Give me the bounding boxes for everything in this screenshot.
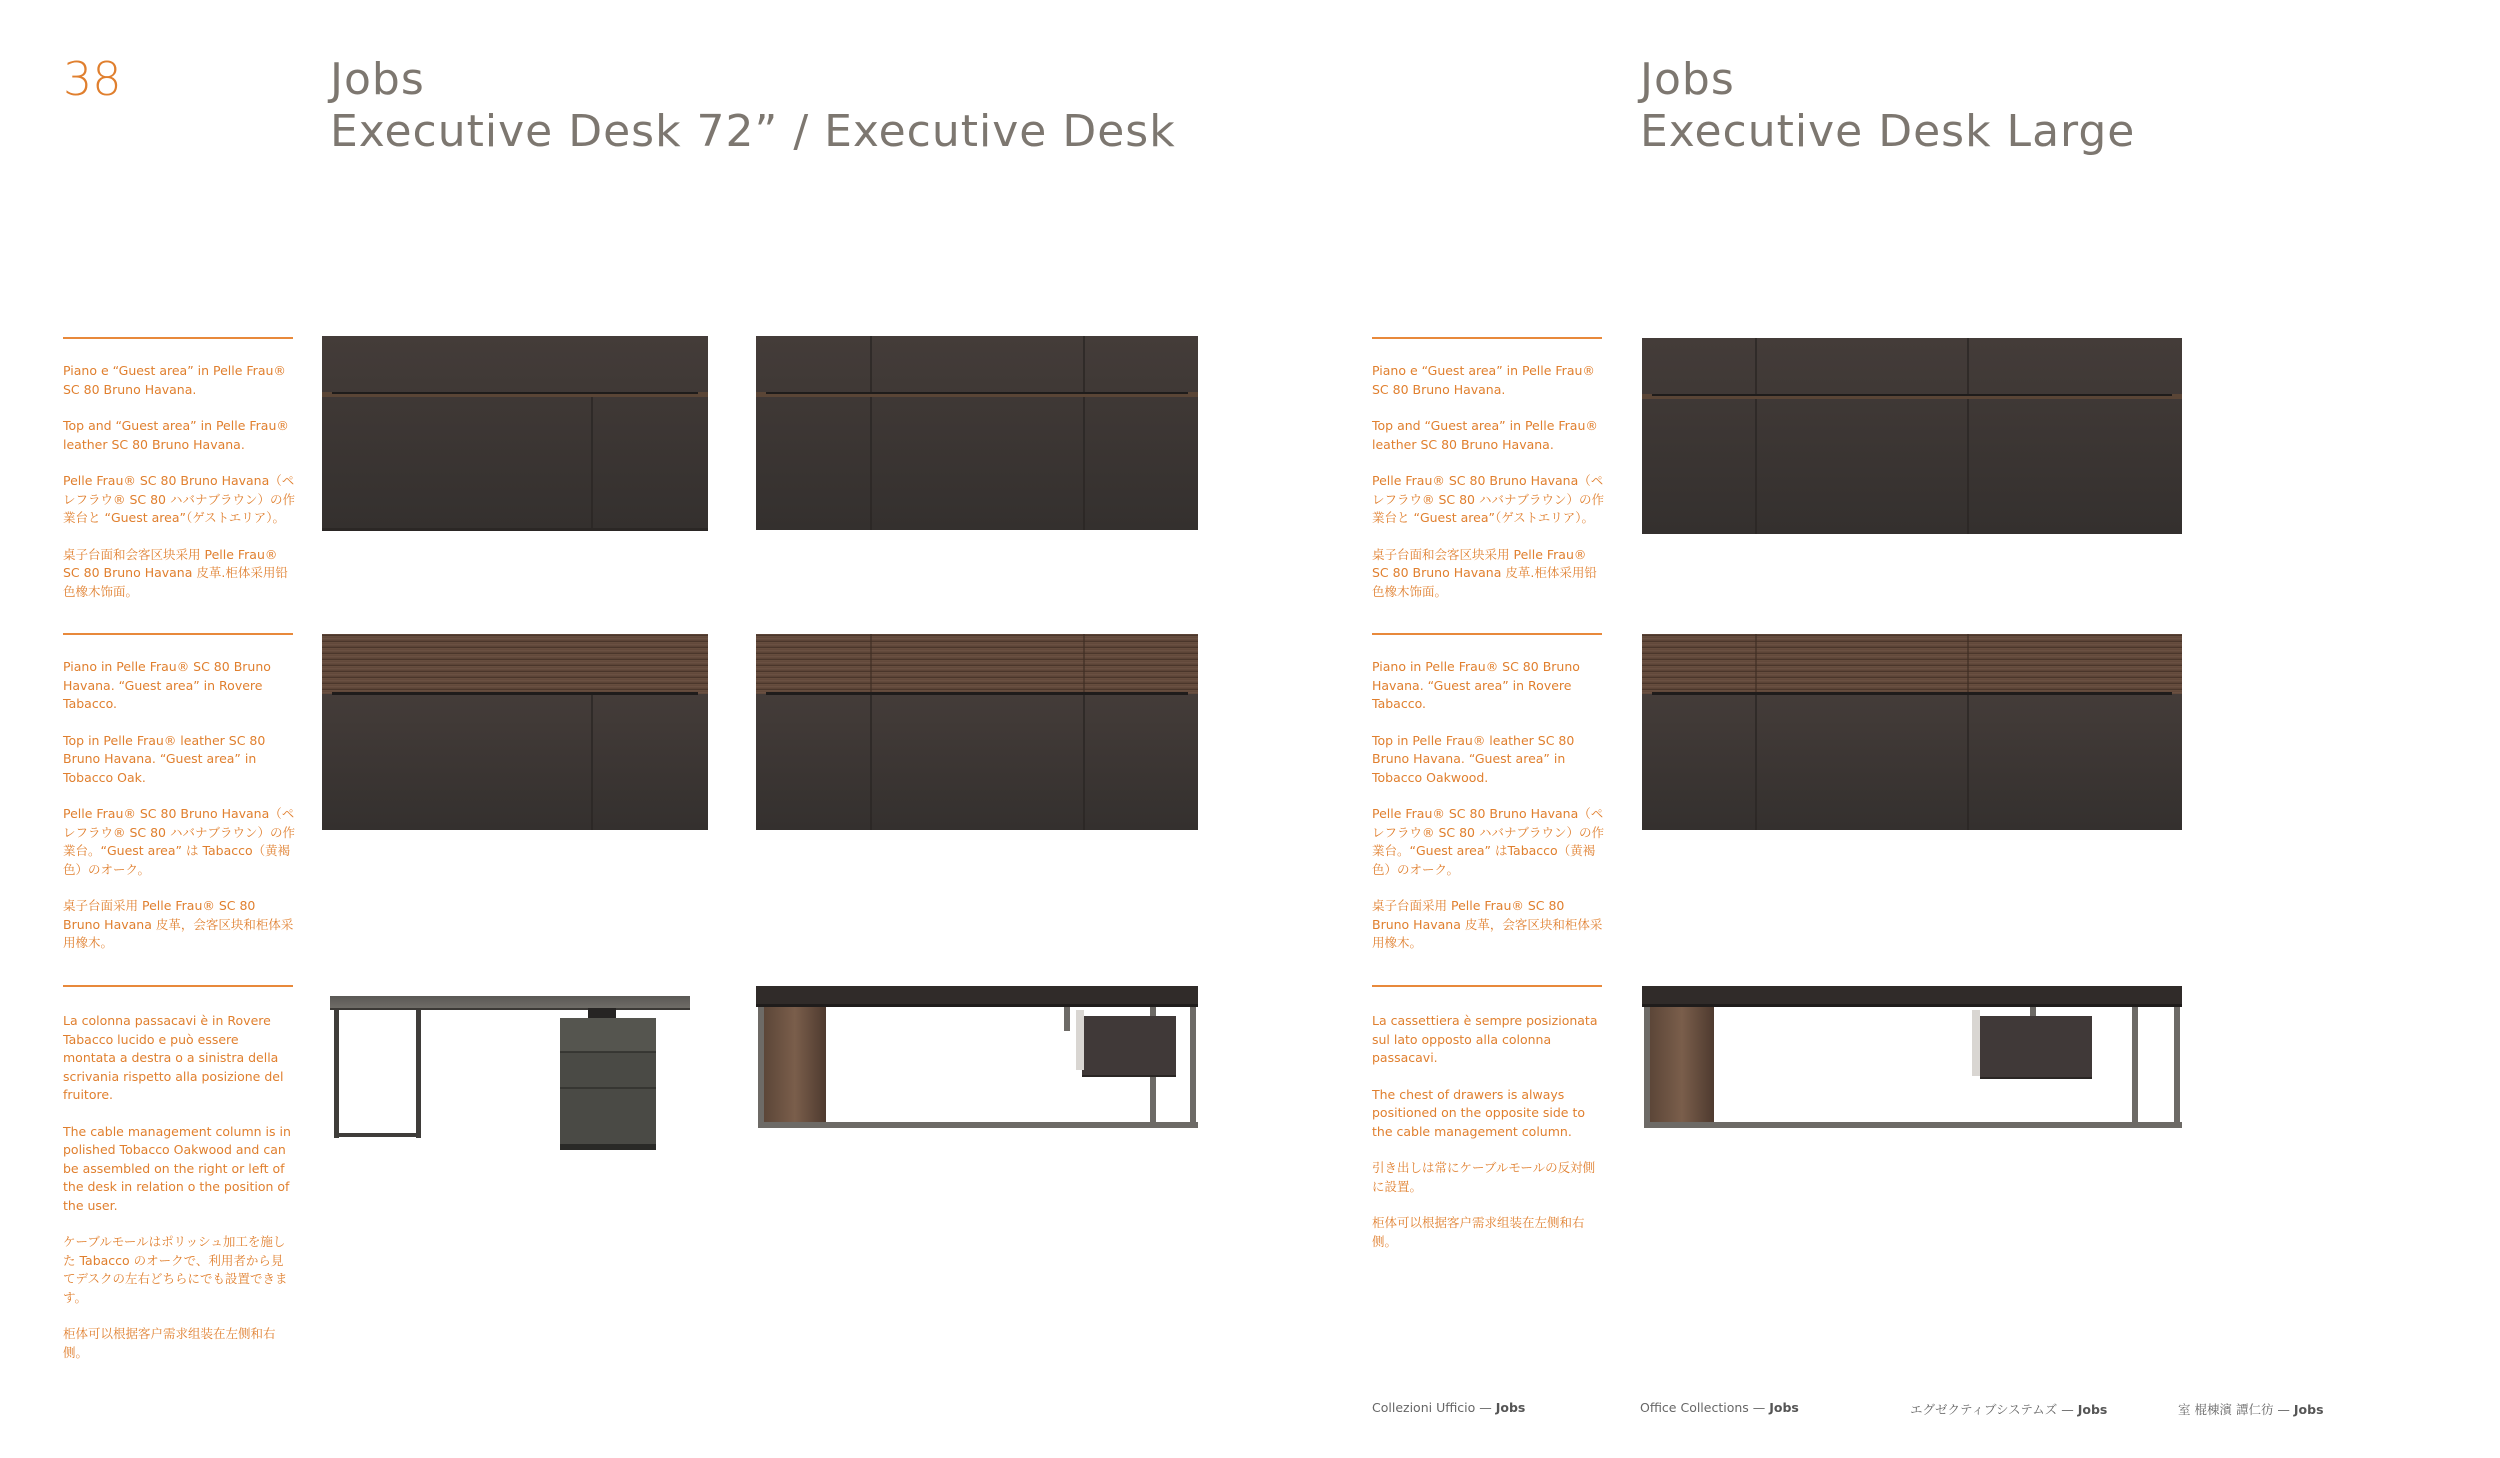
note-text: 引き出しは常にケーブルモールの反対側に設置。 — [1372, 1160, 1596, 1194]
footer-prefix: 室 棍棟濱 譚仁彷 — — [2178, 1402, 2294, 1417]
note-text: La colonna passacavi è in Rovere Tabacco lucido e può essere montata a destra o a sinistra della scrivania rispetto alla posizione del fruitore. — [63, 1013, 284, 1102]
footer-item-cn — [2178, 1400, 2324, 1418]
divider-rule — [1372, 985, 1602, 987]
note-text: 桌子台面采用 Pelle Frau® SC 80 Bruno Havana 皮革，会客区块和柜体采用橡木。 — [1372, 898, 1603, 950]
note-text: ケーブルモールはポリッシュ加工を施した Tabacco のオークで、利用者から見てデスクの左右どちらにでも設置できます。 — [63, 1234, 288, 1305]
left-note-1 — [63, 362, 295, 619]
right-note-3 — [1372, 1012, 1604, 1269]
note-text: Top in Pelle Frau® leather SC 80 Bruno Havana. “Guest area” in Tobacco Oak. — [63, 732, 266, 785]
note-text: Piano e “Guest area” in Pelle Frau® SC 80 Bruno Havana. — [63, 363, 286, 397]
desk-back-oak-72-image — [320, 632, 710, 834]
note-text: The cable management column is in polished Tobacco Oakwood and can be assembled on the right or left of the desk in relation o the position of the user. — [63, 1123, 291, 1213]
left-title-collection: Jobs — [330, 54, 425, 105]
note-text: Top and “Guest area” in Pelle Frau® leather SC 80 Bruno Havana. — [63, 418, 289, 452]
note-text: 桌子台面和会客区块采用 Pelle Frau® SC 80 Bruno Havana 皮革.柜体采用铅色橡木饰面。 — [1372, 546, 1597, 599]
divider-rule — [1372, 633, 1602, 635]
divider-rule — [1372, 337, 1602, 339]
footer-collection-name: Jobs — [2293, 1402, 2324, 1417]
footer-prefix: Collezioni Ufficio — — [1372, 1400, 1496, 1415]
note-text: The chest of drawers is always positioned on the opposite side to the cable management column. — [1372, 1086, 1585, 1139]
left-note-3 — [63, 1012, 295, 1380]
left-note-2 — [63, 658, 295, 971]
desk-front-large-image — [1640, 982, 2184, 1152]
note-text: Piano e “Guest area” in Pelle Frau® SC 80 Bruno Havana. — [1372, 363, 1595, 397]
footer-collection-name: Jobs — [2077, 1402, 2108, 1417]
desk-back-oak-large-image — [1640, 632, 2184, 834]
left-title-product: Executive Desk 72” / Executive Desk — [330, 106, 1176, 157]
note-text: Top and “Guest area” in Pelle Frau® leather SC 80 Bruno Havana. — [1372, 418, 1598, 452]
note-text: 桌子台面和会客区块采用 Pelle Frau® SC 80 Bruno Havana 皮革.柜体采用铅色橡木饰面。 — [63, 546, 288, 599]
note-text: Piano in Pelle Frau® SC 80 Bruno Havana. “Guest area” in Rovere Tabacco. — [63, 659, 271, 711]
note-text: Pelle Frau® SC 80 Bruno Havana（ペレフラウ® SC 80 ハバナブラウン）の作業台と “Guest area”（ゲストエリア）。 — [63, 473, 295, 525]
note-text: 柜体可以根据客户需求组装在左侧和右侧。 — [1372, 1215, 1585, 1249]
desk-back-leather-large-image — [1640, 336, 2184, 538]
footer-item-en — [1640, 1400, 1799, 1415]
note-text: 桌子台面采用 Pelle Frau® SC 80 Bruno Havana 皮革，会客区块和柜体采用橡木。 — [63, 898, 294, 950]
note-text: 柜体可以根据客户需求组装在左侧和右侧。 — [63, 1326, 276, 1360]
divider-rule — [63, 337, 293, 339]
right-note-1 — [1372, 362, 1604, 619]
desk-front-72-image — [320, 988, 710, 1158]
footer-prefix: Office Collections — — [1640, 1400, 1770, 1415]
note-text: Pelle Frau® SC 80 Bruno Havana（ペレフラウ® SC 80 ハバナブラウン）の作業台。“Guest area” は Tabacco（黄褐色）のオーク。 — [63, 806, 295, 877]
note-text: Pelle Frau® SC 80 Bruno Havana（ペレフラウ® SC 80 ハバナブラウン）の作業台。“Guest area” はTabacco（黄褐色）のオーク。 — [1372, 806, 1604, 877]
right-note-2 — [1372, 658, 1604, 971]
divider-rule — [63, 633, 293, 635]
right-page-title — [1640, 54, 2135, 158]
note-text: Top in Pelle Frau® leather SC 80 Bruno Havana. “Guest area” in Tobacco Oakwood. — [1372, 732, 1575, 785]
desk-back-leather-72-image — [320, 334, 710, 534]
desk-back-oak-standard-image — [754, 632, 1200, 834]
note-text: Pelle Frau® SC 80 Bruno Havana（ペレフラウ® SC 80 ハバナブラウン）の作業台と “Guest area”（ゲストエリア）。 — [1372, 473, 1604, 525]
page-number: 38 — [63, 52, 122, 106]
footer-item-jp — [1910, 1400, 2107, 1418]
footer-collection-name: Jobs — [1769, 1400, 1799, 1415]
footer-collection-name: Jobs — [1495, 1400, 1526, 1415]
note-text: Piano in Pelle Frau® SC 80 Bruno Havana. “Guest area” in Rovere Tabacco. — [1372, 659, 1580, 711]
desk-front-standard-image — [754, 982, 1200, 1152]
note-text: La cassettiera è sempre posizionata sul lato opposto alla colonna passacavi. — [1372, 1013, 1598, 1065]
divider-rule — [63, 985, 293, 987]
footer-prefix: エグゼクティブシステムズ — — [1910, 1402, 2078, 1417]
right-title-collection: Jobs — [1640, 54, 1735, 105]
desk-back-leather-standard-image — [754, 334, 1200, 534]
right-title-product: Executive Desk Large — [1640, 106, 2136, 157]
left-page-title — [330, 54, 1176, 158]
footer-item-it — [1372, 1400, 1525, 1415]
